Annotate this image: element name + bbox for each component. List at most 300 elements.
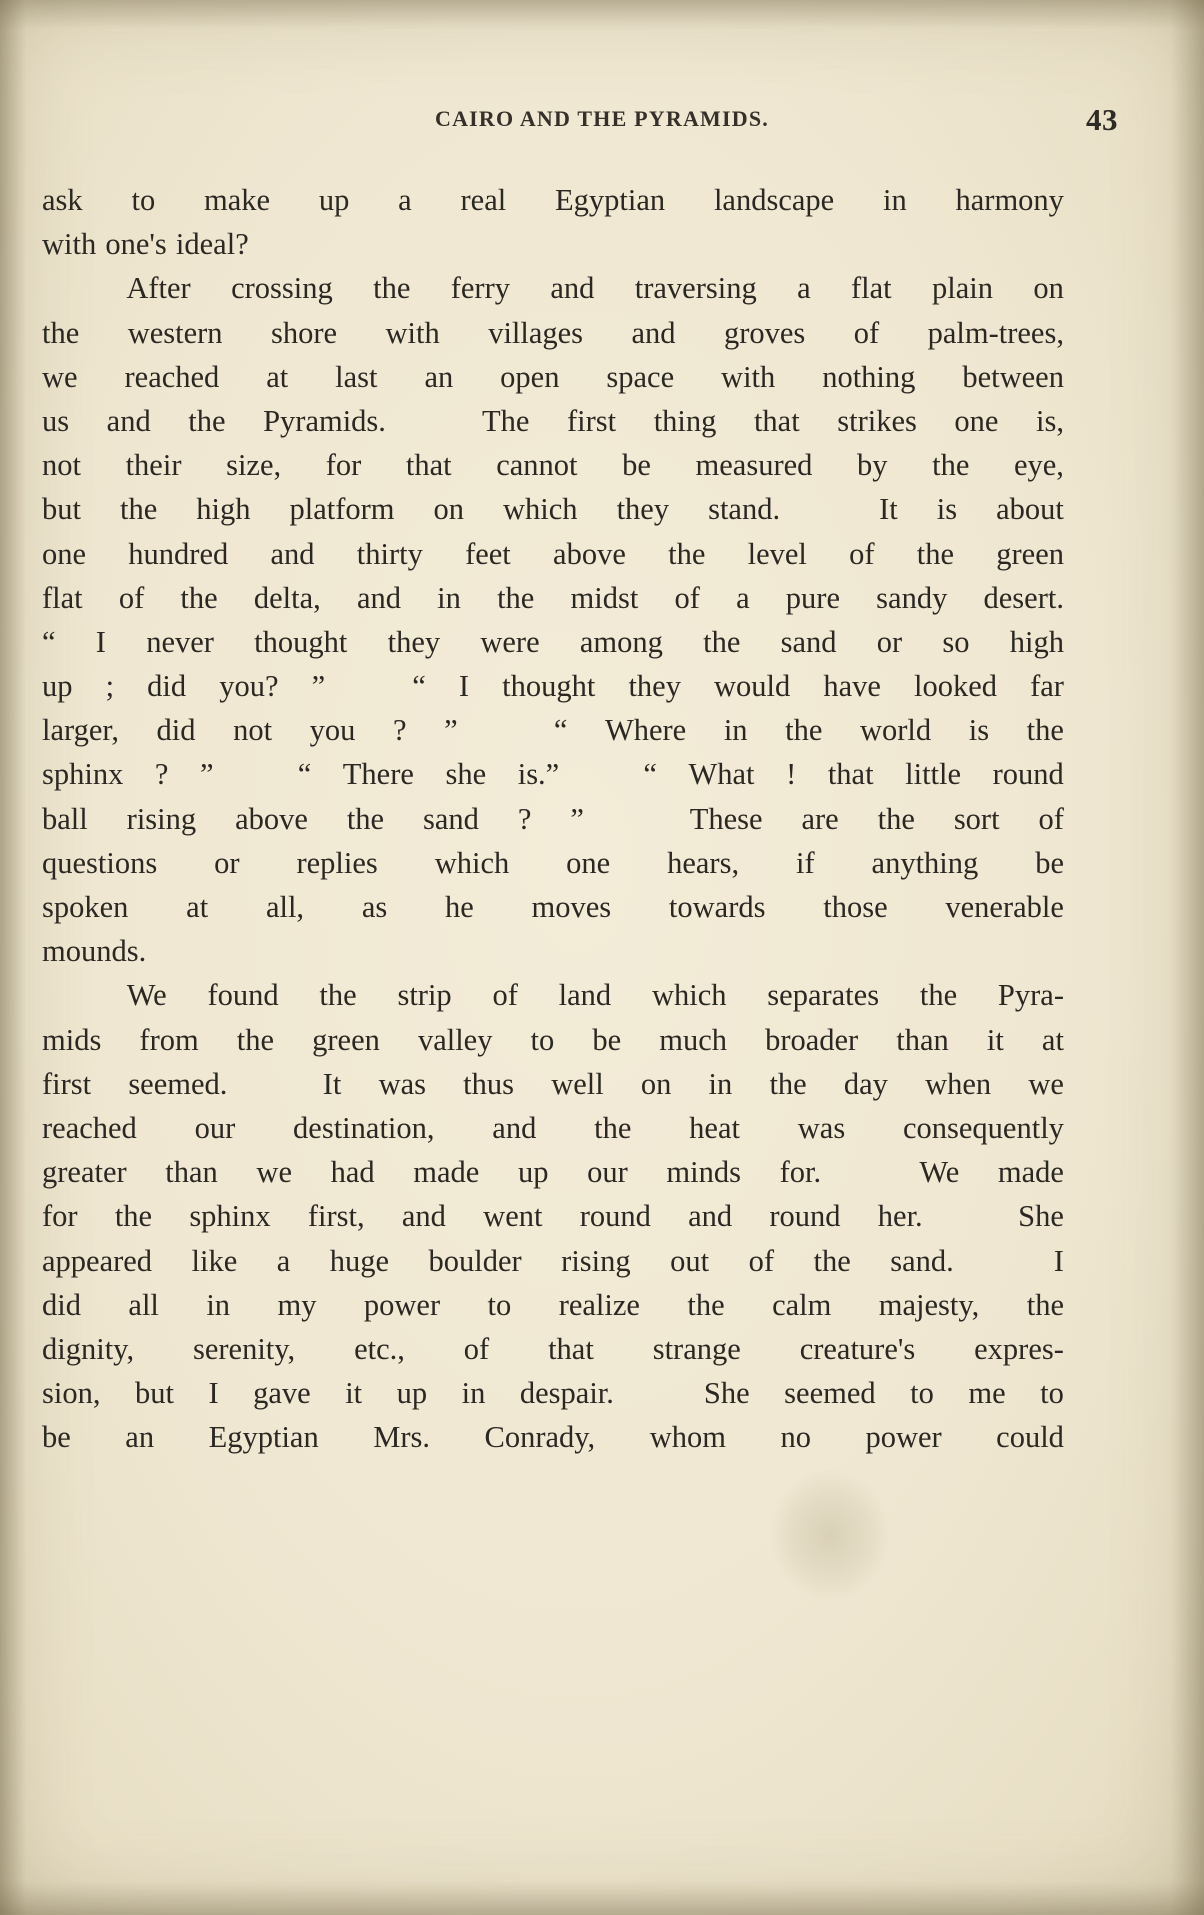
word: they xyxy=(616,492,670,527)
word: traversing xyxy=(634,271,757,306)
word: dignity, xyxy=(42,1331,135,1366)
word-gap xyxy=(591,752,612,796)
text-line xyxy=(42,266,1064,310)
word: first xyxy=(567,403,617,438)
word: our xyxy=(194,1110,236,1145)
word: we xyxy=(42,359,78,394)
word: the xyxy=(188,403,226,438)
word: power xyxy=(363,1287,441,1322)
word-gap xyxy=(960,1194,981,1238)
word: stand. xyxy=(708,492,781,527)
page-number: 43 xyxy=(1086,102,1118,137)
word: did xyxy=(156,713,196,748)
word: their xyxy=(125,448,182,483)
word: with xyxy=(42,227,97,262)
word: her. xyxy=(877,1199,923,1234)
word: and xyxy=(356,580,401,615)
word: or xyxy=(214,845,240,880)
word: you xyxy=(309,713,356,748)
word: I xyxy=(458,669,470,704)
word: that xyxy=(827,757,874,792)
word: green xyxy=(312,1022,380,1057)
word: first, xyxy=(307,1199,365,1234)
word: to xyxy=(487,1287,512,1322)
word: is, xyxy=(1036,403,1064,438)
word: thing xyxy=(653,403,717,438)
word: like xyxy=(191,1243,238,1278)
word: the xyxy=(180,580,218,615)
text-line xyxy=(42,1327,1064,1371)
word: realize xyxy=(558,1287,640,1322)
text-line xyxy=(42,311,1064,355)
word: the xyxy=(769,1066,807,1101)
word: one's xyxy=(105,227,167,262)
word: The xyxy=(482,403,530,438)
word: of xyxy=(748,1243,774,1278)
text-line xyxy=(42,929,1064,973)
word: the xyxy=(687,1287,725,1322)
text-line xyxy=(42,1194,1064,1238)
word: than xyxy=(896,1022,949,1057)
text-line xyxy=(42,532,1064,576)
word: by xyxy=(857,448,888,483)
word: After xyxy=(126,271,191,306)
word: have xyxy=(823,669,881,704)
word: anything xyxy=(871,845,979,880)
page-body-text xyxy=(42,178,1064,1459)
word: ferry xyxy=(450,271,510,306)
word: and xyxy=(631,315,676,350)
word: questions xyxy=(42,845,158,880)
word: of xyxy=(463,1331,490,1366)
word: broader xyxy=(765,1022,859,1057)
word: What xyxy=(688,757,755,792)
word: the xyxy=(877,801,915,836)
word: would xyxy=(714,669,791,704)
word: the xyxy=(42,315,80,350)
word: much xyxy=(659,1022,727,1057)
word: the xyxy=(703,624,741,659)
word: with xyxy=(721,359,776,394)
word: make xyxy=(204,183,271,217)
word: round xyxy=(769,1199,841,1234)
word: for xyxy=(42,1199,78,1234)
word: it xyxy=(986,1022,1004,1057)
word: of xyxy=(849,536,875,571)
word: “ xyxy=(297,757,312,792)
word: ? xyxy=(393,713,407,748)
word: and xyxy=(550,271,595,306)
word: to xyxy=(131,183,156,217)
word: open xyxy=(500,359,560,394)
word: made xyxy=(413,1155,480,1190)
word: on xyxy=(640,1066,672,1101)
word: to xyxy=(1040,1376,1064,1411)
word: did xyxy=(42,1287,81,1322)
word: larger, xyxy=(42,713,119,748)
word: measured xyxy=(695,448,813,483)
word: ” xyxy=(200,757,214,792)
word: spoken xyxy=(42,890,129,924)
word: strikes xyxy=(837,403,917,438)
word: moves xyxy=(531,890,612,924)
word: strange xyxy=(652,1331,741,1366)
word: between xyxy=(962,359,1064,394)
word: of xyxy=(853,315,880,350)
word-gap xyxy=(265,1062,286,1106)
word: sand xyxy=(423,801,479,836)
word-gap xyxy=(495,708,516,752)
word: no xyxy=(780,1420,811,1455)
word: not xyxy=(42,448,81,483)
word: harmony xyxy=(955,183,1064,217)
word: in xyxy=(206,1287,231,1322)
word: I xyxy=(1053,1243,1064,1278)
word: “ xyxy=(42,624,56,659)
word: ? xyxy=(517,801,532,836)
word: gave xyxy=(253,1376,311,1411)
word: flat xyxy=(42,580,83,615)
word: but xyxy=(42,492,81,527)
word: all xyxy=(128,1287,159,1322)
word: in xyxy=(723,713,748,748)
word: above xyxy=(553,536,626,571)
word: are xyxy=(801,801,839,836)
word: the xyxy=(916,536,955,571)
text-line xyxy=(42,752,1064,796)
word-gap xyxy=(993,1239,1014,1283)
word: ! xyxy=(786,757,797,792)
word: I xyxy=(95,624,106,659)
word: up xyxy=(517,1155,549,1190)
word: round xyxy=(579,1199,651,1234)
text-line xyxy=(42,664,1064,708)
word: crossing xyxy=(231,271,333,306)
word: in xyxy=(461,1376,486,1411)
word: an xyxy=(424,359,454,394)
word: our xyxy=(587,1155,628,1190)
word: thought xyxy=(254,624,348,659)
word: the xyxy=(813,1243,851,1278)
word: made xyxy=(997,1155,1064,1190)
word: We xyxy=(126,978,167,1013)
word: than xyxy=(165,1155,218,1190)
word: never xyxy=(146,624,214,659)
word: ball xyxy=(42,801,88,836)
page-edge-shadow-top xyxy=(0,0,1204,30)
word: the xyxy=(1026,1287,1064,1322)
word: cannot xyxy=(496,448,578,483)
word: western xyxy=(127,315,223,350)
word: thirty xyxy=(356,536,423,571)
word: destination, xyxy=(293,1110,435,1145)
word: midst xyxy=(570,580,639,615)
word: landscape xyxy=(713,183,835,217)
page-edge-shadow-left xyxy=(0,0,26,1915)
word: those xyxy=(823,890,888,924)
word: world xyxy=(859,713,932,748)
text-line xyxy=(42,1018,1064,1062)
text-line xyxy=(42,841,1064,885)
word: power xyxy=(865,1420,942,1455)
word: valley xyxy=(417,1022,493,1057)
word: desert. xyxy=(983,580,1064,615)
word: of xyxy=(1038,801,1064,836)
text-line xyxy=(42,708,1064,752)
word-gap xyxy=(648,1371,669,1415)
word: These xyxy=(689,801,763,836)
word: the xyxy=(346,801,385,836)
word: sphinx xyxy=(42,757,124,792)
word: reached xyxy=(42,1110,137,1145)
word: high xyxy=(196,492,251,527)
word: ? xyxy=(154,757,169,792)
word: had xyxy=(330,1155,375,1190)
word: and xyxy=(270,536,315,571)
word: “ xyxy=(553,713,568,748)
word: sand xyxy=(780,624,837,659)
word: replies xyxy=(296,845,378,880)
word: ideal? xyxy=(175,227,249,262)
word: for xyxy=(325,448,362,483)
word: consequently xyxy=(902,1110,1064,1145)
word: delta, xyxy=(253,580,321,615)
word: the xyxy=(114,1199,153,1234)
word: first xyxy=(42,1066,92,1101)
word: the xyxy=(119,492,158,527)
word: we xyxy=(256,1155,292,1190)
word: for. xyxy=(779,1155,822,1190)
text-line xyxy=(42,487,1064,531)
word: in xyxy=(708,1066,733,1101)
word: a xyxy=(276,1243,291,1278)
word: up xyxy=(318,183,350,217)
word: did xyxy=(147,669,187,704)
word: of xyxy=(492,978,518,1013)
page-edge-shadow-right xyxy=(1170,0,1204,1915)
word: She xyxy=(1018,1199,1064,1234)
word: space xyxy=(606,359,675,394)
word: shore xyxy=(271,315,338,350)
word: a xyxy=(797,271,811,306)
word: Egyptian xyxy=(208,1420,319,1455)
word: at xyxy=(266,359,289,394)
word: real xyxy=(460,183,507,217)
word: the xyxy=(932,448,970,483)
word: the xyxy=(594,1110,632,1145)
word-gap xyxy=(245,752,266,796)
word: at xyxy=(1041,1022,1064,1057)
word: you? xyxy=(219,669,279,704)
word: a xyxy=(736,580,750,615)
word: seemed xyxy=(784,1376,876,1411)
word: round xyxy=(992,757,1064,792)
word: the xyxy=(373,271,411,306)
text-line xyxy=(42,1239,1064,1283)
word: etc., xyxy=(354,1331,405,1366)
word: ” xyxy=(444,713,458,748)
word: thus xyxy=(463,1066,515,1101)
word: sort xyxy=(953,801,1000,836)
word: Pyramids. xyxy=(263,403,386,438)
word: as xyxy=(361,890,388,924)
word: one xyxy=(954,403,999,438)
word: on xyxy=(433,492,465,527)
word: was xyxy=(797,1110,846,1145)
text-line xyxy=(42,355,1064,399)
word: venerable xyxy=(945,890,1064,924)
word: be xyxy=(592,1022,622,1057)
word: to xyxy=(530,1022,555,1057)
word: an xyxy=(125,1420,155,1455)
word: the xyxy=(785,713,823,748)
word: sandy xyxy=(876,580,948,615)
word: is.” xyxy=(517,757,560,792)
word: in xyxy=(437,580,461,615)
word: palm-trees, xyxy=(927,315,1064,350)
word: on xyxy=(1033,271,1064,306)
word: level xyxy=(747,536,807,571)
word: and xyxy=(688,1199,733,1234)
word-gap xyxy=(623,797,651,841)
word: or xyxy=(876,624,903,659)
word: be xyxy=(1035,845,1064,880)
word: groves xyxy=(723,315,806,350)
word: they xyxy=(387,624,441,659)
word: reached xyxy=(124,359,220,394)
word: from xyxy=(139,1022,199,1057)
word: among xyxy=(579,624,663,659)
word: be xyxy=(42,1420,71,1455)
text-line xyxy=(42,1062,1064,1106)
word: serenity, xyxy=(192,1331,296,1366)
word: thought xyxy=(502,669,596,704)
word: despair. xyxy=(519,1376,614,1411)
word: huge xyxy=(329,1243,390,1278)
word: is xyxy=(936,492,958,527)
word: when xyxy=(925,1066,992,1101)
word: about xyxy=(996,492,1064,527)
word: the xyxy=(919,978,958,1013)
text-line xyxy=(42,1371,1064,1415)
word: above xyxy=(235,801,308,836)
word: flat xyxy=(851,271,892,306)
word: sand. xyxy=(890,1243,954,1278)
word: land xyxy=(558,978,612,1013)
word: that xyxy=(548,1331,594,1366)
word: the xyxy=(236,1022,275,1057)
word: ” xyxy=(311,669,326,704)
word: Conrady, xyxy=(484,1420,596,1455)
text-line xyxy=(42,222,1064,266)
word: is xyxy=(968,713,990,748)
word: I xyxy=(208,1376,219,1411)
text-line xyxy=(42,1150,1064,1194)
word: be xyxy=(622,448,651,483)
word: if xyxy=(795,845,815,880)
word: Mrs. xyxy=(373,1420,430,1455)
page-smudge xyxy=(770,1470,890,1600)
word: creature's xyxy=(799,1331,916,1366)
text-line xyxy=(42,1415,1064,1459)
word: appeared xyxy=(42,1243,153,1278)
word: and xyxy=(401,1199,446,1234)
text-line xyxy=(42,576,1064,620)
word: strip xyxy=(397,978,452,1013)
text-line xyxy=(42,1106,1064,1150)
word: out xyxy=(670,1243,710,1278)
word: whom xyxy=(649,1420,726,1455)
word: mounds. xyxy=(42,934,147,969)
word: She xyxy=(703,1376,750,1411)
running-title: CAIRO AND THE PYRAMIDS. xyxy=(435,106,769,131)
word: day xyxy=(843,1066,888,1101)
word: feet xyxy=(465,536,511,571)
word: platform xyxy=(289,492,395,527)
word: one xyxy=(566,845,611,880)
word: mids xyxy=(42,1022,102,1057)
word-gap xyxy=(860,1150,881,1194)
word: seemed. xyxy=(128,1066,228,1101)
word: sion, xyxy=(42,1376,101,1411)
word: “ xyxy=(643,757,657,792)
word: Egyptian xyxy=(555,183,666,217)
word: with xyxy=(385,315,440,350)
word: calm xyxy=(772,1287,832,1322)
word: my xyxy=(277,1287,317,1322)
text-line xyxy=(42,178,1064,222)
word: size, xyxy=(226,448,282,483)
word: that xyxy=(405,448,452,483)
word: she xyxy=(445,757,487,792)
word: last xyxy=(335,359,378,394)
word-gap xyxy=(819,487,840,531)
word: me xyxy=(968,1376,1006,1411)
word: separates xyxy=(767,978,880,1013)
text-line xyxy=(42,797,1064,841)
word: went xyxy=(483,1199,543,1234)
word: were xyxy=(480,624,540,659)
text-line xyxy=(42,399,1064,443)
word: could xyxy=(996,1420,1064,1455)
word: Where xyxy=(604,713,687,748)
word: to xyxy=(910,1376,934,1411)
page-header xyxy=(46,102,1158,140)
word: towards xyxy=(668,890,766,924)
word: of xyxy=(674,580,700,615)
word: high xyxy=(1009,624,1064,659)
word: us xyxy=(42,403,70,438)
word: the xyxy=(1026,713,1064,748)
word: well xyxy=(551,1066,604,1101)
word: that xyxy=(753,403,800,438)
word: was xyxy=(378,1066,426,1101)
text-line xyxy=(42,1283,1064,1327)
word: little xyxy=(905,757,962,792)
word: the xyxy=(668,536,706,571)
word: ” xyxy=(570,801,584,836)
word: the xyxy=(497,580,535,615)
word: sphinx xyxy=(189,1199,271,1234)
word: of xyxy=(118,580,145,615)
word: hears, xyxy=(667,845,740,880)
word: a xyxy=(398,183,412,217)
word: greater xyxy=(42,1155,127,1190)
word: looked xyxy=(914,669,998,704)
word: the xyxy=(319,978,357,1013)
word: but xyxy=(134,1376,174,1411)
word: at xyxy=(186,890,209,924)
